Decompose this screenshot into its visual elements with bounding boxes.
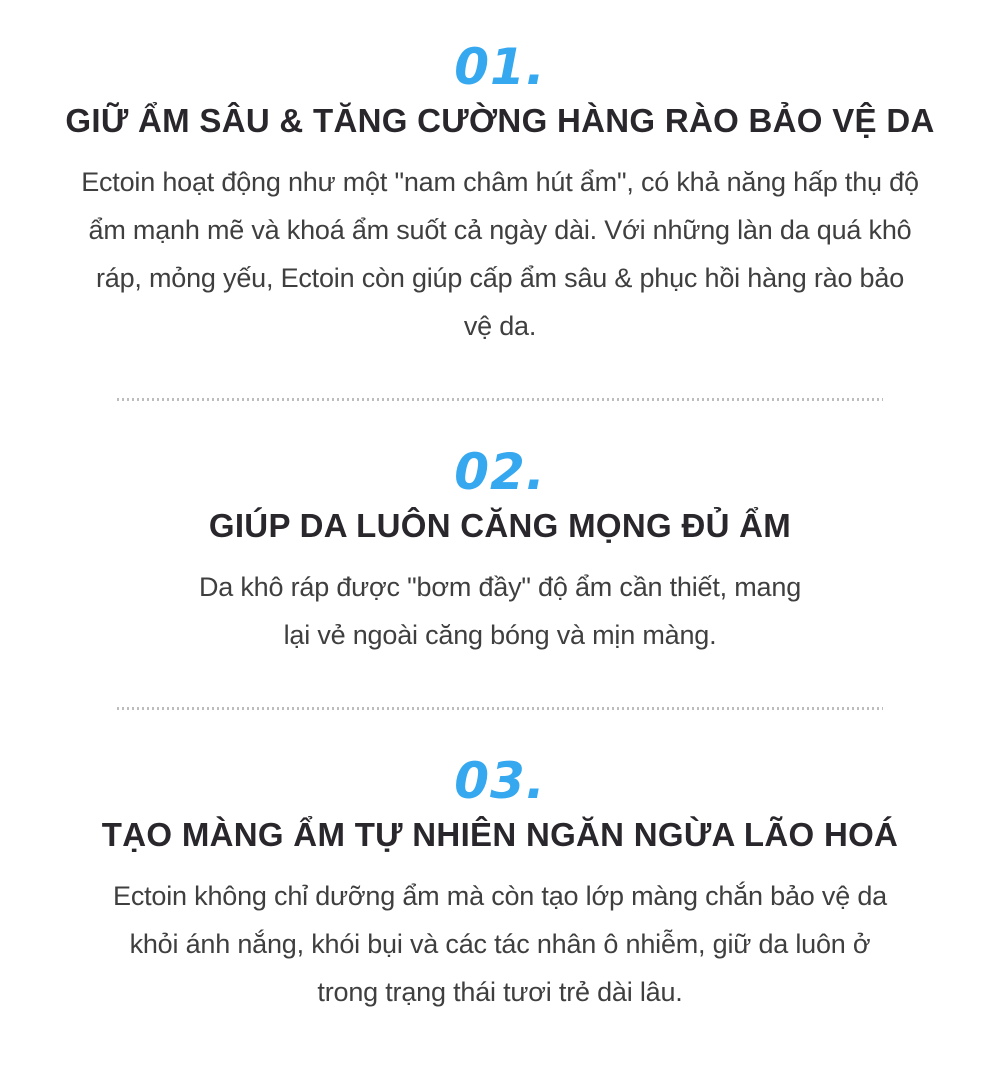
benefit-section-3 [0, 752, 1000, 1016]
section-number: 03. [454, 752, 546, 810]
section-number: 02. [454, 443, 546, 501]
section-body: Ectoin không chỉ dưỡng ẩm mà còn tạo lớp màng chắn bảo vệ da khỏi ánh nắng, khói bụi và các tác nhân ô nhiễm, giữ da luôn ở trong trạng thái tươi trẻ dài lâu. [113, 881, 887, 1007]
section-body: Da khô ráp được "bơm đầy" độ ẩm cần thiết, mang lại vẻ ngoài căng bóng và mịn màng. [198, 572, 802, 650]
section-body: Ectoin hoạt động như một "nam châm hút ẩm", có khả năng hấp thụ độ ẩm mạnh mẽ và khoá ẩm suốt cả ngày dài. Với những làn da quá khô ráp, mỏng yếu, Ectoin còn giúp cấp ẩm sâu & phục hồi hàng rào bảo vệ da. [81, 167, 919, 341]
benefit-section-2 [0, 443, 1000, 659]
dotted-divider [117, 707, 883, 710]
section-title: GIỮ ẨM SÂU & TĂNG CƯỜNG HÀNG RÀO BẢO VỆ DA [65, 102, 935, 139]
section-number: 01. [454, 38, 546, 96]
section-title: GIÚP DA LUÔN CĂNG MỌNG ĐỦ ẨM [208, 507, 792, 544]
section-title: TẠO MÀNG ẨM TỰ NHIÊN NGĂN NGỪA LÃO HOÁ [101, 816, 899, 853]
dotted-divider [117, 398, 883, 401]
benefit-section-1 [0, 38, 1000, 350]
